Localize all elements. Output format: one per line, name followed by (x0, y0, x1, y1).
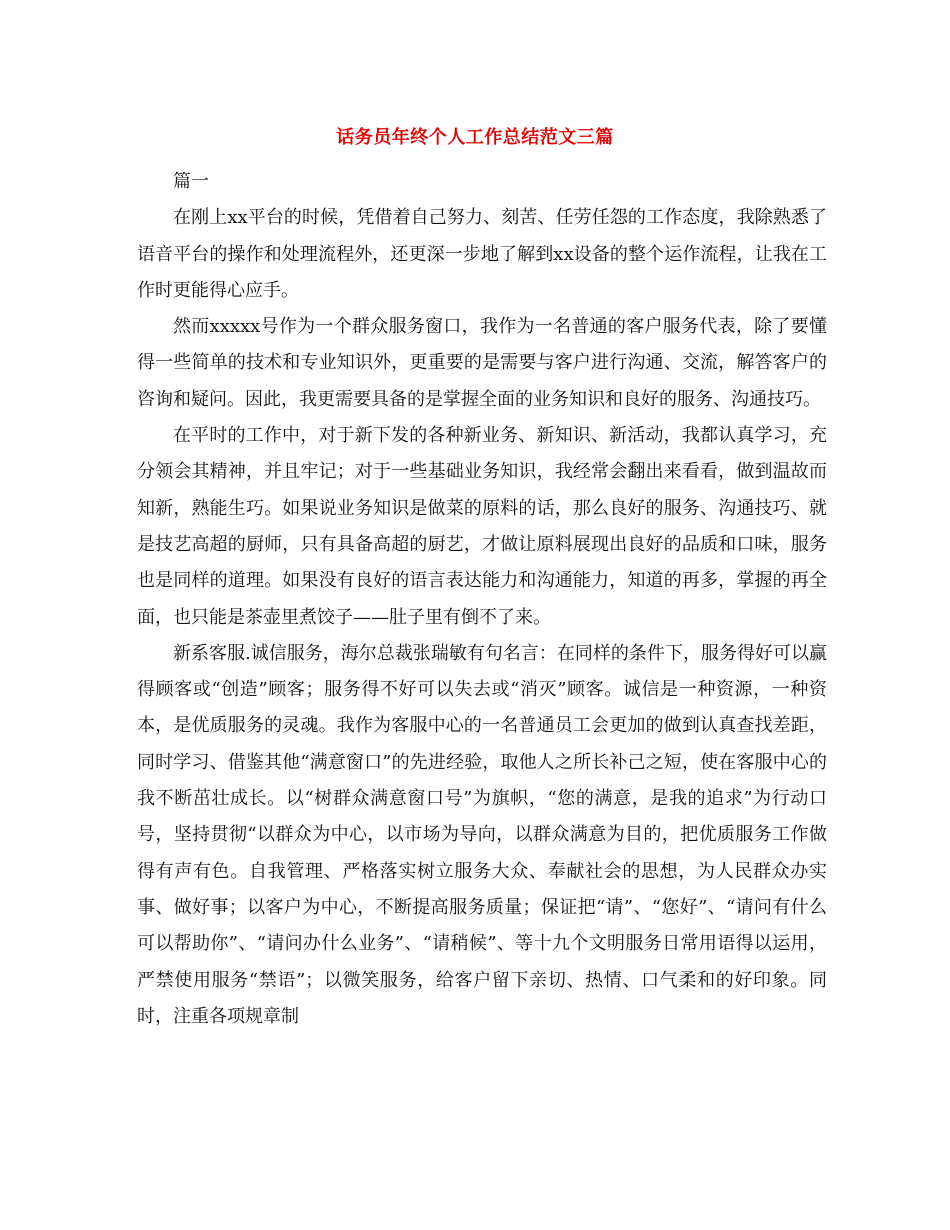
paragraph-2: 然而xxxxx号作为一个群众服务窗口，我作为一名普通的客户服务代表，除了要懂得一些简单的技术和专业知识外，更重要的是需要与客户进行沟通、交流，解答客户的咨询和疑问。因此，我更需要具备的是掌握全面的业务知识和良好的服务、沟通技巧。 (137, 316, 827, 410)
document-body (137, 164, 827, 1035)
document-title: 话务员年终个人工作总结范文三篇 (336, 127, 614, 148)
paragraph-1: 在刚上xx平台的时候，凭借着自己努力、刻苦、任劳任怨的工作态度，我除熟悉了语音平台的操作和处理流程外，还更深一步地了解到xx设备的整个运作流程，让我在工作时更能得心应手。 (137, 207, 827, 301)
paragraph-3: 在平时的工作中，对于新下发的各种新业务、新知识、新活动，我都认真学习，充分领会其精神，并且牢记；对于一些基础业务知识，我经常会翻出来看看，做到温故而知新，熟能生巧。如果说业务知识是做菜的原料的话，那么良好的服务、沟通技巧、就是技艺高超的厨师，只有具备高超的厨艺，才做让原料展现出良好的品质和口味，服务也是同样的道理。如果没有良好的语言表达能力和沟通能力，知道的再多，掌握的再全面，也只能是茶壶里煮饺子——肚子里有倒不了来。 (137, 425, 827, 628)
paragraph-4: 新系客服.诚信服务，海尔总裁张瑞敏有句名言：在同样的条件下，服务得好可以赢得顾客或“创造”顾客；服务得不好可以失去或“消灭”顾客。诚信是一种资源，一种资本，是优质服务的灵魂。我作为客服中心的一名普通员工会更加的做到认真查找差距，同时学习、借鉴其他“满意窗口”的先进经验，取他人之所长补己之短，使在客服中心的我不断茁壮成长。以“树群众满意窗口号”为旗帜，“您的满意，是我的追求”为行动口号，坚持贯彻“以群众为中心，以市场为导向，以群众满意为目的，把优质服务工作做得有声有色。自我管理、严格落实树立服务大众、奉献社会的思想，为人民群众办实事、做好事；以客户为中心，不断提高服务质量；保证把“请”、“您好”、“请问有什么可以帮助你”、“请问办什么业务”、“请稍候”、等十九个文明服务日常用语得以运用，严禁使用服务“禁语”；以微笑服务，给客户留下亲切、热情、口气柔和的好印象。同时，注重各项规章制 (137, 642, 827, 1027)
section-heading: 篇一 (173, 171, 209, 192)
